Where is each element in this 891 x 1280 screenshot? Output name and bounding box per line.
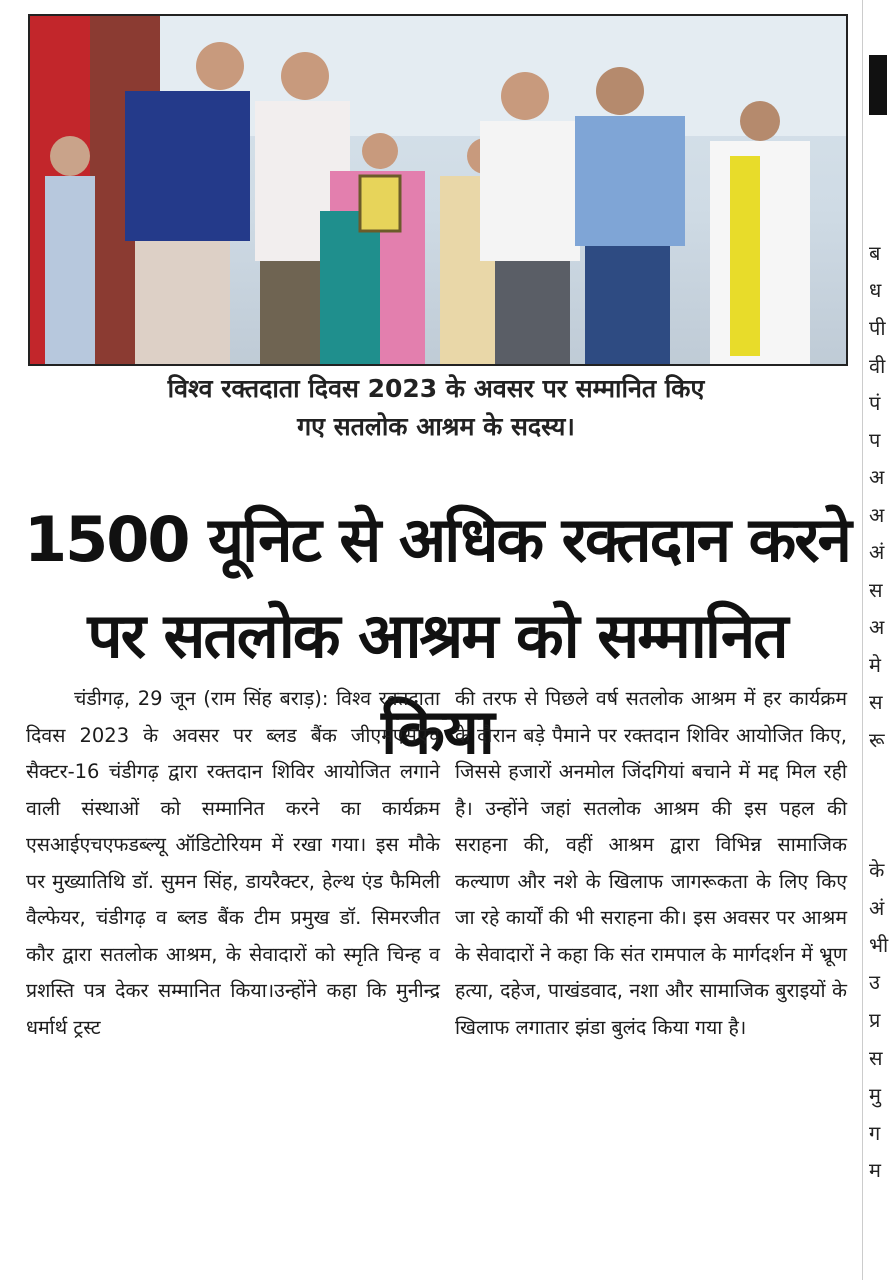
article-column-1: चंडीगढ़, 29 जून (राम सिंह बराड़): विश्व रक्तदाता दिवस 2023 के अवसर पर ब्लड बैंक जीएमएसएच सैक्टर-16 चंडीगढ़ द्वारा रक्तदान शिविर आयोजित लगाने वाली संस्थाओं को सम्मानित करने का कार्यक्रम एसआईएचएफडब्ल्यू ऑडिटोरियम में रखा गया। इस मौके पर मुख्यातिथि डॉ. सुमन सिंह, डायरैक्टर, हेल्थ एंड फैमिली वैल्फेयर, चंडीगढ़ व ब्लड बैंक टीम प्रमुख डॉ. सिमरजीत कौर द्वारा सतलोक आश्रम, के सेवादारों को स्मृति चिन्ह व प्रशस्ति पत्र देकर सम्मानित किया।उन्होंने कहा कि मुनीन्द्र धर्मार्थ ट्रस्ट	[26, 687, 440, 1039]
adjacent-text-char: भी	[869, 933, 889, 957]
adjacent-text-char: पं	[869, 391, 881, 415]
award-ceremony-photo	[28, 14, 848, 366]
caption-line-2: गए सतलोक आश्रम के सदस्य।	[297, 412, 575, 441]
adjacent-text-char: ध	[869, 278, 882, 302]
adjacent-text-char: ग	[869, 1121, 881, 1145]
headline-line-1: 1500 यूनिट से अधिक रक्तदान करने	[24, 503, 850, 576]
adjacent-text-char: मे	[869, 653, 881, 677]
adjacent-text-char: वी	[869, 354, 886, 378]
adjacent-text-char: उ	[869, 970, 880, 994]
adjacent-text-char: अ	[869, 465, 885, 489]
headline-line-2: पर सतलोक आश्रम को सम्मानित किया	[87, 599, 787, 768]
adjacent-text-char: प्र	[869, 1008, 881, 1032]
adjacent-text-char: ब	[869, 241, 881, 265]
adjacent-text-char: अं	[869, 896, 885, 920]
adjacent-text-char: प	[869, 428, 881, 452]
adjacent-text-char: पी	[869, 316, 886, 340]
adjacent-article-strip	[862, 0, 891, 1280]
adjacent-text-char: स	[869, 578, 883, 602]
adjacent-headline-fragment	[869, 55, 887, 115]
article-column-2: की तरफ से पिछले वर्ष सतलोक आश्रम में हर कार्यक्रम के दौरान बड़े पैमाने पर रक्तदान शिविर आयोजित किए, जिससे हजारों अनमोल जिंदगियां बचाने में मद्द मिल रही है। उन्होंने जहां सतलोक आश्रम की इस पहल की सराहना की, वहीं आश्रम द्वारा विभिन्न सामाजिक कल्याण और नशे के खिलाफ जागरूकता के लिए किए जा रहे कार्यों की भी सराहना की। इस अवसर पर आश्रम के सेवादारों ने कहा कि संत रामपाल के मार्गदर्शन में भ्रूण हत्या, दहेज, पाखंडवाद, नशा और सामाजिक बुराइयों के खिलाफ लगातार झंडा बुलंद किया गया है।	[455, 687, 847, 1039]
caption-line-1: विश्व रक्तदाता दिवस 2023 के अवसर पर सम्मानित किए	[167, 374, 705, 403]
adjacent-text-char: के	[869, 858, 885, 882]
adjacent-text-char: मु	[869, 1083, 881, 1107]
adjacent-text-char: अं	[869, 540, 885, 564]
adjacent-text-char: स	[869, 690, 883, 714]
adjacent-text-char: अ	[869, 615, 885, 639]
adjacent-text-char: म	[869, 1158, 881, 1182]
adjacent-text-char: स	[869, 1046, 883, 1070]
photo-caption	[28, 370, 844, 446]
adjacent-text-char: रू	[869, 728, 885, 752]
adjacent-text-char: अ	[869, 503, 885, 527]
photo-illustration	[30, 16, 846, 364]
